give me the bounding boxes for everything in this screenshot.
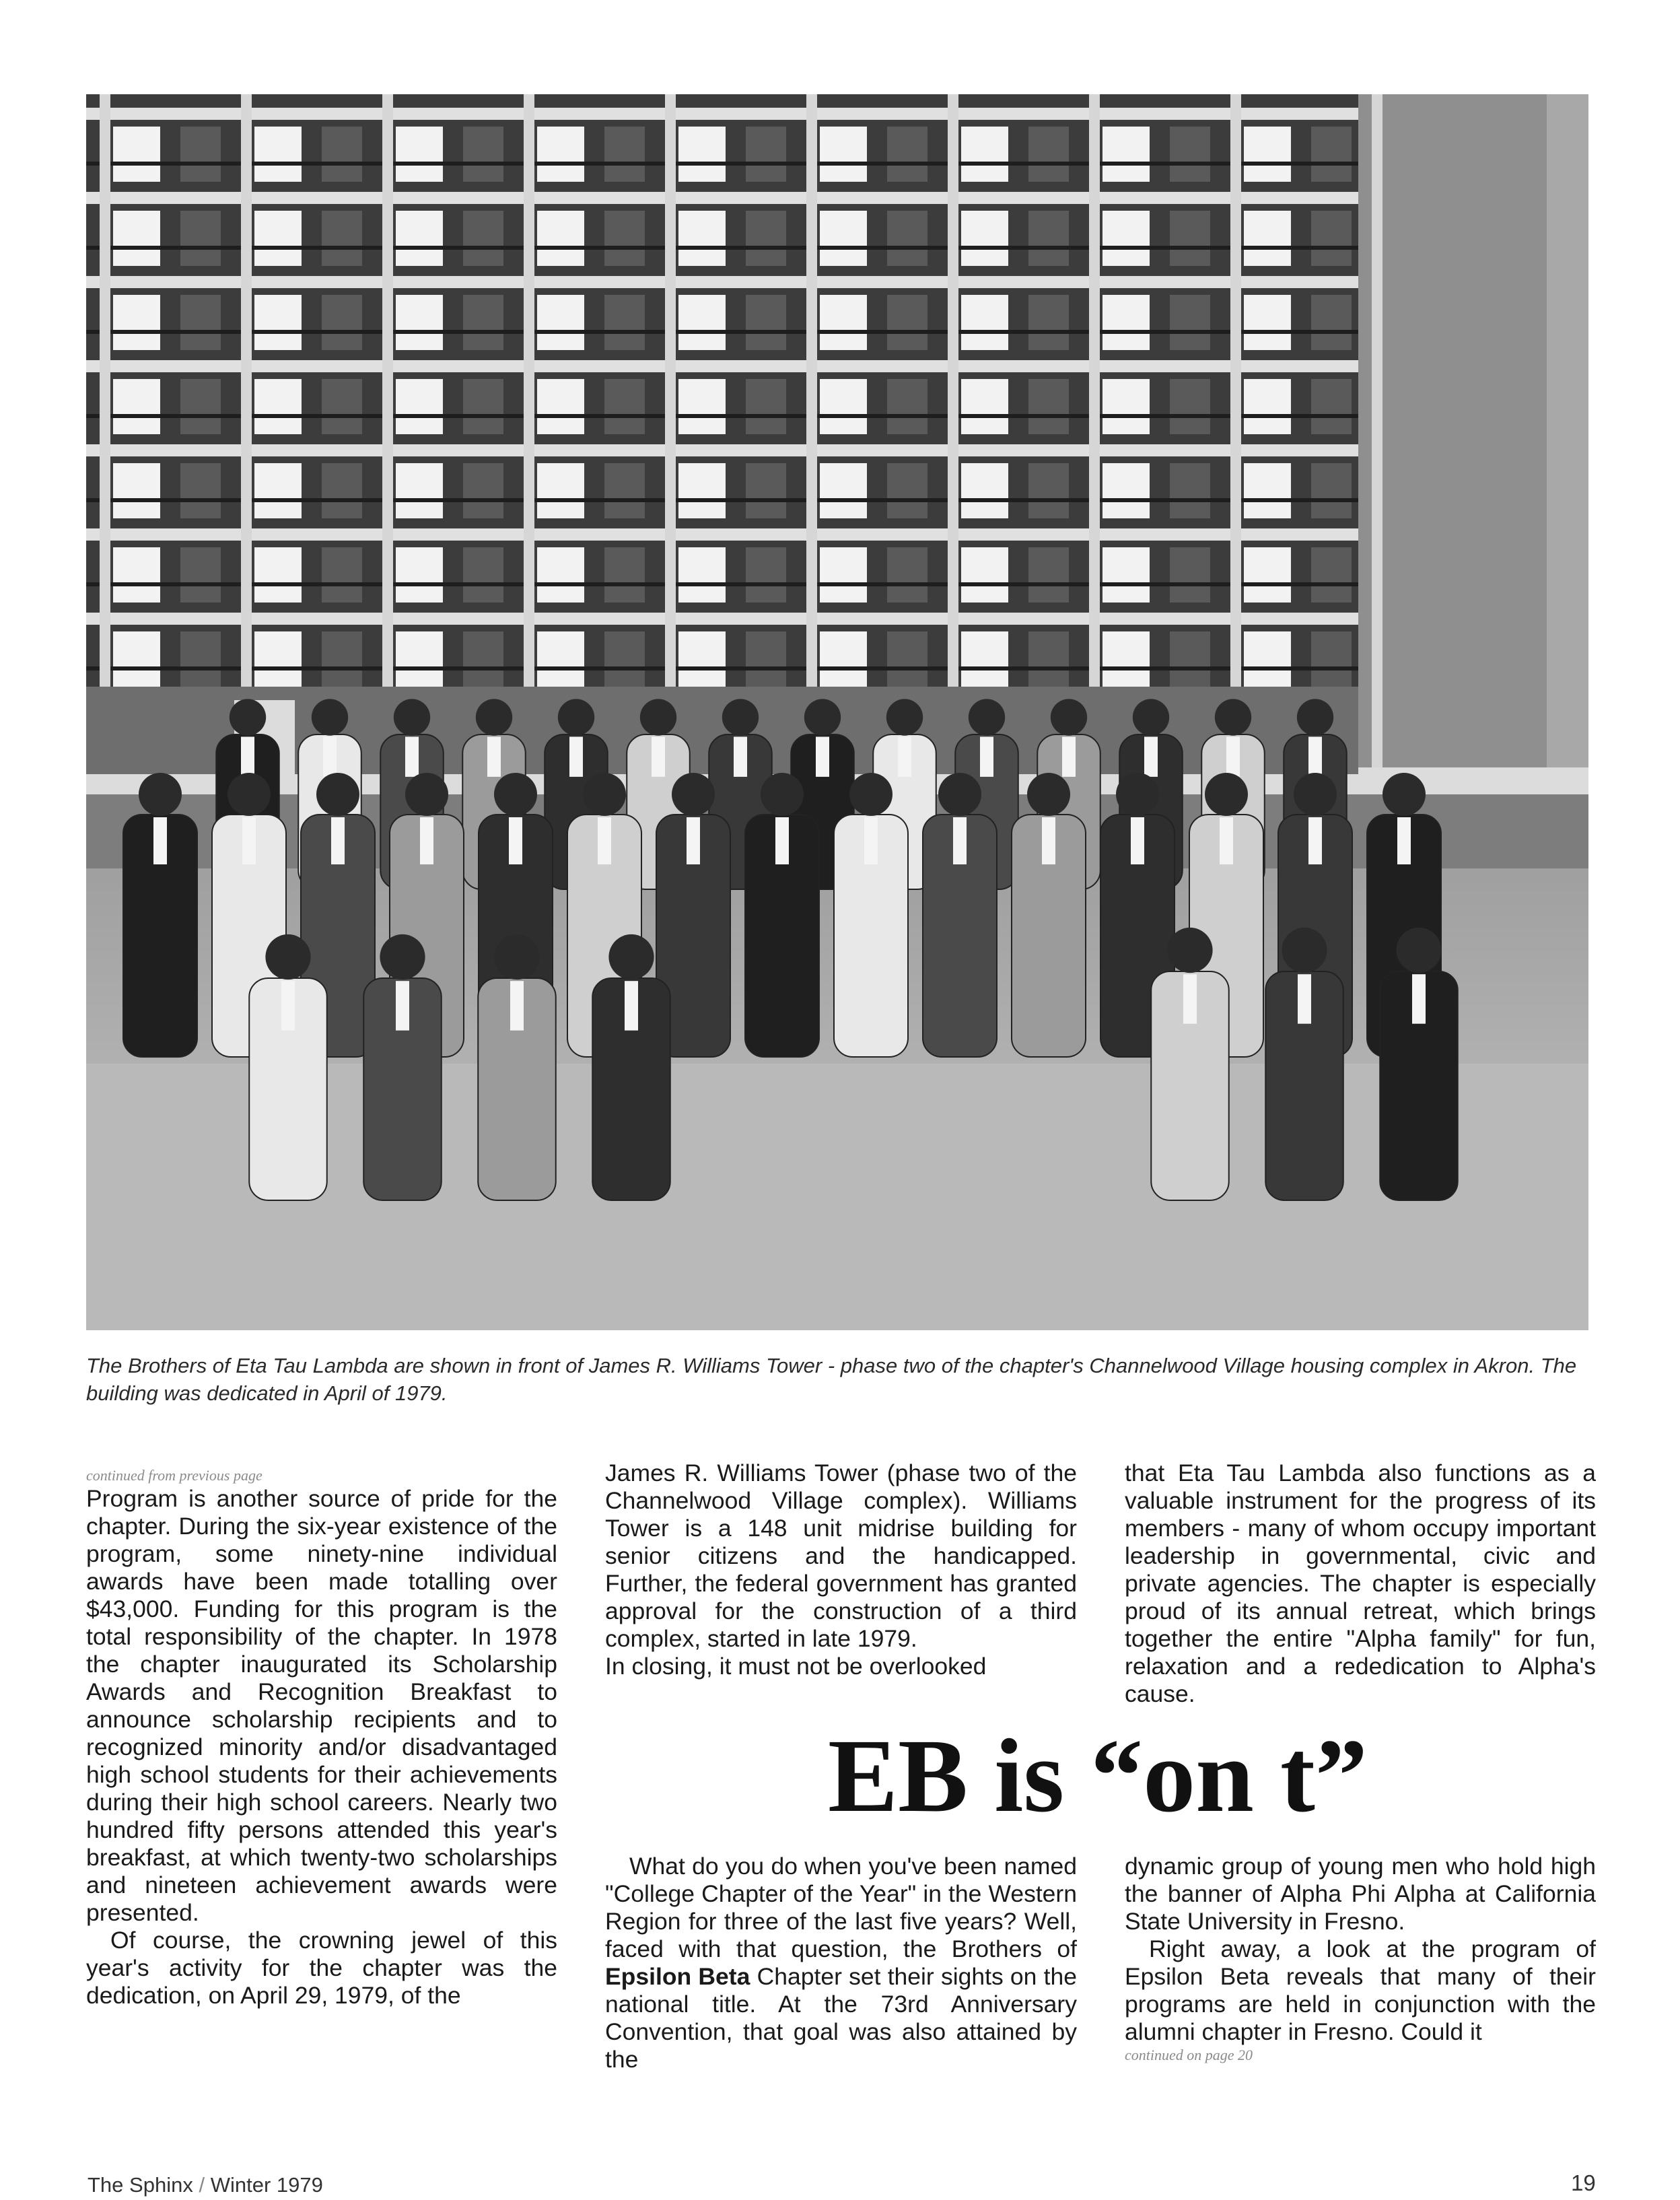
article1-column-1 — [86, 1466, 557, 2009]
article2-col2-text-a: What do you do when you've been named "College Chapter of the Year" in the Western Region for three of the last five years? Well, faced with that question, the Brothers of — [605, 1853, 1077, 1962]
continued-from-note: continued from previous page — [86, 1467, 262, 1484]
continued-on-note: continued on page 20 — [1125, 2047, 1253, 2063]
issue-date: Winter 1979 — [210, 2173, 323, 2197]
article2-col3-paragraph-2: Right away, a look at the program of Epsilon Beta reveals that many of their programs are held in conjunction with the alumni chapter in Fresno. Could it — [1125, 1935, 1596, 2045]
page-number: 19 — [1571, 2170, 1596, 2195]
group-photo — [86, 94, 1588, 1330]
article1-col2-paragraph-1: James R. Williams Tower (phase two of the Channelwood Village complex). Williams Tower is a 148 unit midrise building for senior citizens and the handicapped. Further, the federal government has granted approval for the construction of a third complex, started in late 1979. — [605, 1459, 1077, 1652]
photo-caption: The Brothers of Eta Tau Lambda are shown in front of James R. Williams Tower - phase two of the chapter's Channelwood Village housing complex in Akron. The building was dedicated in April of 1979. — [86, 1354, 1577, 1405]
article1-column-3 — [1125, 1459, 1596, 1708]
article2-column-2 — [605, 1853, 1077, 2073]
article2-headline: EB is “on t” — [828, 1717, 1368, 1834]
article2-col2-paragraph-1 — [605, 1853, 1077, 2073]
article1-column-2 — [605, 1459, 1077, 1680]
article1-col2-paragraph-2: In closing, it must not be overlooked — [605, 1653, 987, 1680]
article1-col3-paragraph-1: that Eta Tau Lambda also functions as a valuable instrument for the progress of its members - many of whom occupy important leadership in governmental, civic and private agencies. The chapter is especially proud of its annual retreat, which brings together the entire "Alpha family" for fun, relaxation and a rededication to Alpha's cause. — [1125, 1459, 1596, 1707]
group-photo-illustration — [86, 94, 1588, 1330]
article1-col1-paragraph-1: Program is another source of pride for the chapter. During the six-year existence of the program, some ninety-nine individual awards have been made totalling over $43,000. Funding for this program is the total responsibility of the chapter. In 1978 the chapter inaugurated its Scholarship Awards and Recognition Breakfast to announce scholarship recipients and to recognized minority and/or disadvantaged high school students for their achievements during their high school careers. Nearly two hundred fifty persons attended this year's breakfast, at which twenty-two scholarships and nineteen achievement awards were presented. — [86, 1485, 557, 1926]
article2-column-3 — [1125, 1853, 1596, 2065]
publication-name: The Sphinx — [88, 2173, 193, 2197]
article2-col3-paragraph-1: dynamic group of young men who hold high the banner of Alpha Phi Alpha at California State University in Fresno. — [1125, 1853, 1596, 1935]
article1-col1-paragraph-2: Of course, the crowning jewel of this year's activity for the chapter was the dedication, on April 29, 1979, of the — [86, 1927, 557, 2009]
footer-publication — [88, 2173, 323, 2197]
epsilon-beta-bold: Epsilon Beta — [605, 1963, 750, 1990]
article2-col2-text-b: Chapter set their sights on the national title. At the 73rd Anniversary Convention, that goal was also attained by the — [605, 1963, 1077, 2073]
footer-separator: / — [199, 2173, 205, 2197]
